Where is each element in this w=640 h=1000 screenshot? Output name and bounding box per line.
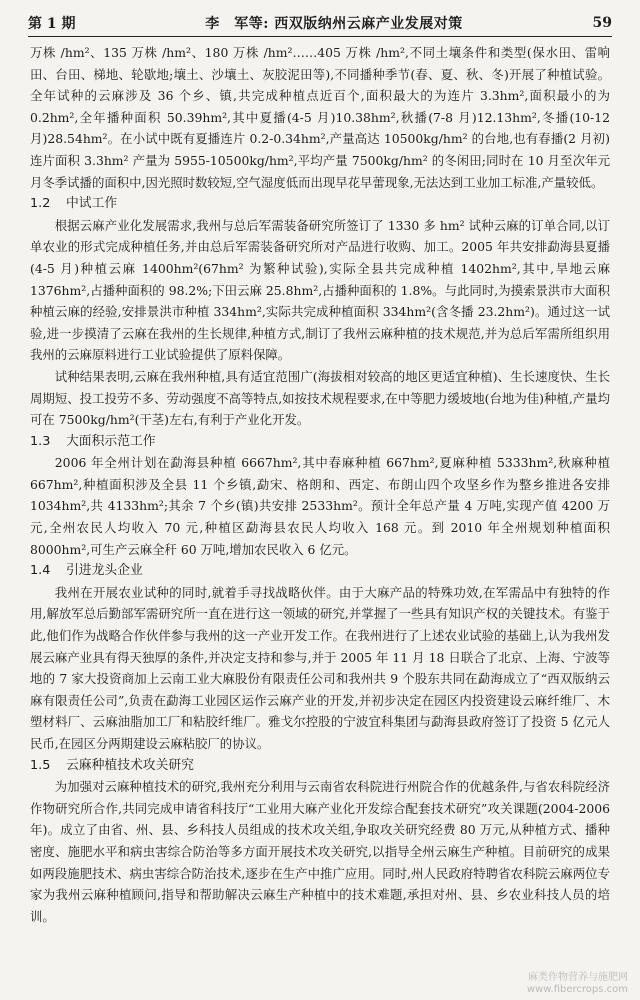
- section-number: 1.4: [30, 563, 51, 579]
- watermark-site-name: 麻类作物营养与施肥网: [528, 972, 628, 983]
- watermark-url: www.fibercrops.com: [526, 984, 628, 995]
- article-body: [30, 42, 610, 978]
- section-title: 大面积示范工作: [66, 433, 156, 449]
- section-number: 1.3: [30, 433, 51, 449]
- paragraph-pilot-order: 根据云麻产业化发展需求,我州与总后军需装备研究所签订了 1330 多 hm² 试种云麻的订单合同,以订单农业的形式完成种植任务,并由总后军需装备研究所对产品进行收购、加工。2005 年共安排勐海县夏播(4-5 月)种植云麻 1400hm²(67hm² 为繁种试验),实际全县共完成种植 1402hm²,其中,旱地云麻 1376hm²,占播种面积的 98.2%;下田云麻 25.8hm²,占播种面积的 1.8%。与此同时,为摸索景洪市大面积种植云麻的经验,安排景洪市种植 334hm²,实际共完成种植面积 334hm²(含冬播 23.2hm²)。通过这一试验,进一步摸清了云麻在我州的生长规律,种植方式,制订了我州云麻种植的技术规范,并为总后军需所组织用我州的云麻原料进行工业试验提供了原料保障。: [30, 217, 610, 363]
- paragraph-leading-enterprise: 我州在开展农业试种的同时,就着手寻找战略伙伴。由于大麻产品的特殊功效,在军需品中有独特的作用,解放军总后勤部军需研究所一直在进行这一领域的研究,并掌握了一些具有知识产权的关键技术。有鉴于此,他们作为战略合作伙伴参与我州的这一产业开发工作。在我州进行了上述农业试验的基础上,认为我州发展云麻产业具有得天独厚的条件,并决定支持和参与,并于 2005 年 11 月 18 日联合了北京、上海、宁波等地的 7 家大投资商加上云南工业大麻股份有限责任公司和我州共 9 个股东共同在勐海成立了“西双版纳云麻有限责任公司”,负责在勐海工业园区运作云麻产业的开发,并初步决定在园区内投资建设云麻纤维厂、木塑材料厂、云麻油脂加工厂和粘胶纤维厂。雅戈尔控股的宁波宜科集团与勐海县政府签订了投资 5 亿元人民币,在园区分两期建设云麻粘胶厂的协议。: [30, 584, 610, 751]
- section-title: 云麻种植技术攻关研究: [66, 757, 194, 773]
- paragraph-trial-planting: 万株 /hm²、135 万株 /hm²、180 万株 /hm²……405 万株 /hm²,不同土壤条件和类型(保水田、雷响田、台田、梯地、轮歇地;壤土、沙壤土、灰胶泥田等),不同播种季节(春、夏、秋、冬)开展了种植试验。全年试种的云麻涉及 36 个乡、镇,共完成种植点近百个,面积最大的为连片 3.3hm²,面积最小的为 0.2hm²,全年播种面积 50.39hm²,其中夏播(4-5 月)10.38hm²,秋播(7-8 月)12.13hm²,冬播(10-12 月)28.54hm²。在小试中既有夏播连片 0.2-0.34hm²,产量高达 10500kg/hm² 的台地,也有春播(2 月初)连片面积 3.3hm² 产量为 5955-10500kg/hm²,平均产量 7500kg/hm² 的冬闲田;同时在 10 月至次年元月冬季试播的面积中,因光照时数较短,空气湿度低而出现早花早蕾现象,无法达到工业加工标准,产量较低。: [30, 45, 610, 190]
- section-heading-1-5: [30, 755, 610, 777]
- paragraph-demonstration: 2006 年全州计划在勐海县种植 6667hm²,其中春麻种植 667hm²,夏麻种植 5333hm²,秋麻种植 667hm²,种植面积涉及全县 11 个乡镇,勐宋、格朗和、西定、布朗山四个攻坚乡作为整乡推进各安排 1034hm²,共 4133hm²;其余 7 个乡(镇)共安排 2533hm²。预计全年总产量 4 万吨,实现产值 4200 万元,全州农民人均收入 70 元,种植区勐海县农民人均收入 168 元。到 2010 年全州规划种植面积 8000hm²,可生产云麻全秆 60 万吨,增加农民收入 6 亿元。: [30, 455, 610, 557]
- section-number: 1.2: [30, 196, 51, 212]
- section-heading-1-2: [30, 193, 610, 215]
- issue-label: 第 1 期: [28, 16, 76, 32]
- section-number: 1.5: [30, 757, 51, 773]
- section-heading-1-3: [30, 431, 610, 453]
- paragraph-tech-research: 为加强对云麻种植技术的研究,我州充分利用与云南省农科院进行州院合作的优越条件,与省农科院经济作物研究所合作,共同完成申请省科技厅“工业用大麻产业化开发综合配套技术研究”攻关课题(2004-2006 年)。成立了由省、州、县、乡科技人员组成的技术攻关组,争取攻关研究经费 80 万元,从种植方式、播种密度、施肥水平和病虫害综合防治等多方面开展技术攻关研究,以指导全州云麻生产种植。目前研究的成果如两段施肥技术、病虫害综合防治技术,逐步在生产中推广应用。同时,州人民政府特聘省农科院云麻两位专家为我州云麻种植顾问,指导和帮助解决云麻生产种植中的技术难题,承担对州、县、乡农业科技人员的培训。: [30, 779, 610, 924]
- section-title: 中试工作: [66, 196, 118, 212]
- page-number: 59: [592, 15, 612, 31]
- section-title: 引进龙头企业: [66, 563, 143, 579]
- paragraph-pilot-results: 试种结果表明,云麻在我州种植,具有适宜范围广(海拔相对较高的地区更适宜种植)、生长速度快、生长周期短、投工投劳不多、劳动强度不高等特点,如按技术规程要求,在中等肥力缓坡地(台地为佳)种植,产量均可在 7500kg/hm²(干茎)左右,有利于产业化开发。: [30, 368, 610, 428]
- running-title: 李 军等: 西双版纳州云麻产业发展对策: [205, 16, 463, 32]
- site-watermark: [527, 972, 628, 996]
- running-header: [28, 10, 612, 37]
- section-heading-1-4: [30, 560, 610, 582]
